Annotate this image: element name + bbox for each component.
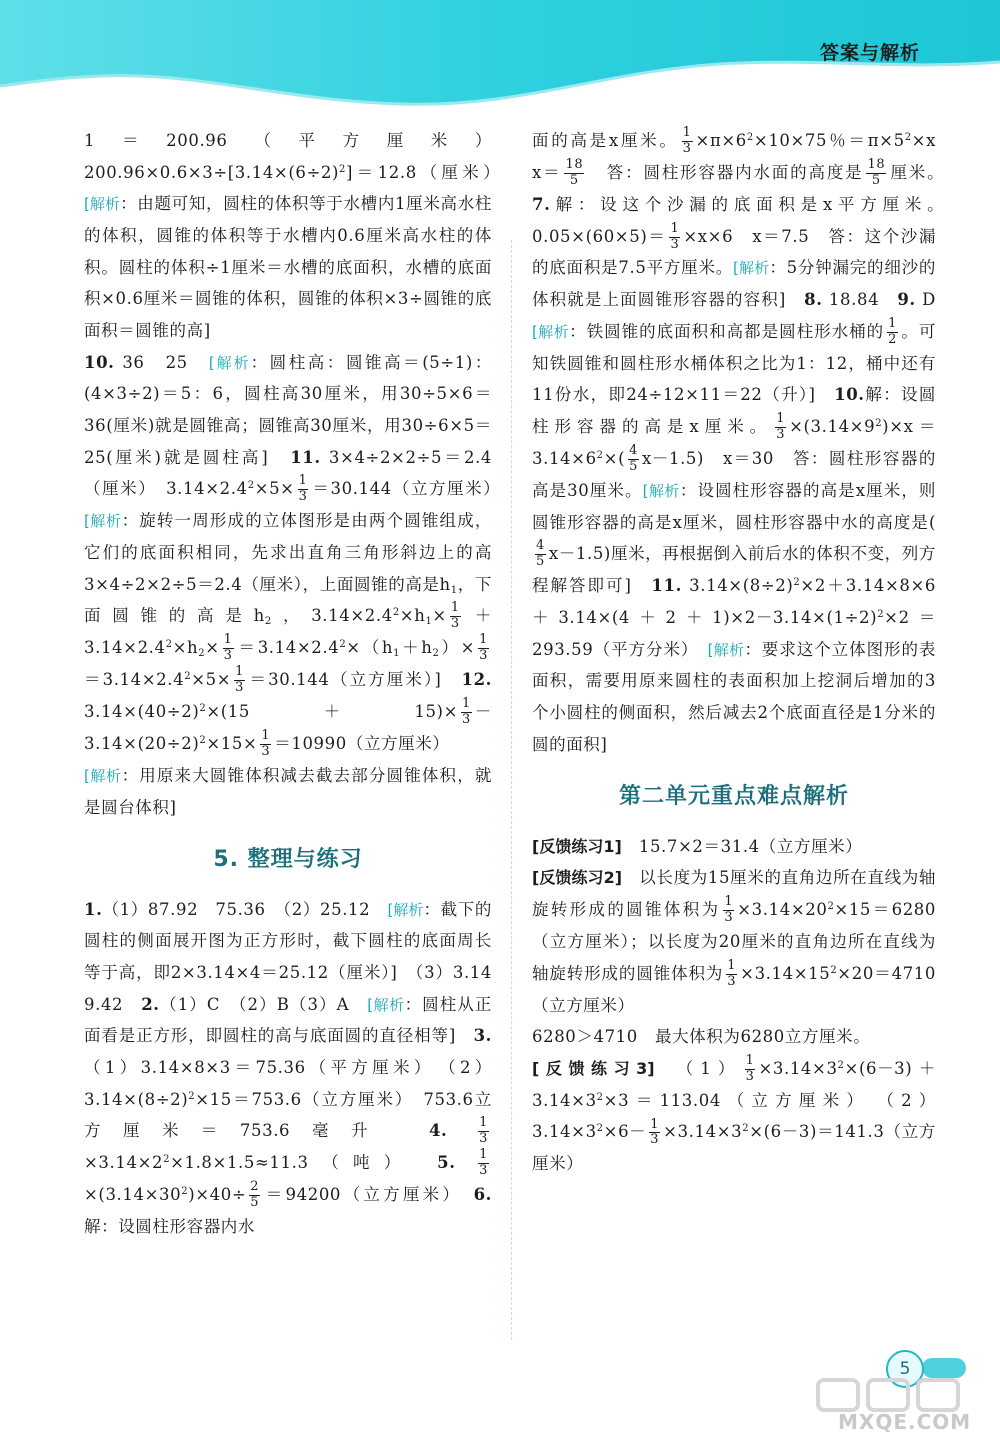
right-column	[532, 125, 954, 1180]
fraction: $\frac{4}{5}$	[536, 538, 545, 570]
answer-block-9-cont: 1＝200.96（平方厘米） $200.96\times 0.6\times 3\div[3.14\times(6\div 2)^2]=12.8$（厘米） [解析：由题可知，圆柱的体积等于水槽内1厘米高水柱的体积，圆锥的体积等于水槽内0.6厘米高水柱的体积。圆柱的体积÷1厘米＝水槽的底面积，水槽的底面积×0.6厘米＝圆锥的体积，圆锥的体积×3÷圆锥的底面积＝圆锥的高]	[84, 131, 493, 341]
question-number: 8.	[804, 290, 823, 310]
fraction: $\frac{1}{3}$	[776, 411, 786, 443]
fraction: $\frac{1}{3}$	[462, 696, 471, 728]
fraction: $\frac{4}{5}$	[629, 443, 638, 475]
watermark-text: MXQE.COM	[838, 1410, 972, 1434]
page-number: 5	[886, 1350, 924, 1388]
analysis-tag: [解析	[367, 995, 405, 1014]
analysis-tag: [解析	[642, 481, 680, 500]
fraction: $\frac{1}{3}$	[479, 1147, 488, 1179]
analysis-tag: [解析	[733, 259, 770, 278]
fraction: $\frac{1}{2}$	[888, 315, 897, 347]
question-number: 9.	[897, 290, 916, 310]
fraction: $\frac{1}{3}$	[450, 600, 460, 632]
fraction: $\frac{1}{3}$	[724, 894, 734, 925]
fraction: $\frac{1}{3}$	[261, 728, 271, 760]
feedback-exercise-2-conclusion: 6280＞4710 最大体积为6280立方厘米。	[532, 1027, 871, 1047]
feedback-tag: [反馈练习1]	[532, 836, 622, 856]
fraction: $\frac{18}{5}$	[565, 157, 584, 188]
analysis-tag: [解析	[387, 900, 424, 919]
answer-block-12-analysis: [解析：用原来大圆锥体积减去截去部分圆锥体积，就是圆台体积]	[84, 766, 492, 817]
question-number: 7.	[532, 194, 551, 214]
question-number: 1.	[84, 899, 103, 919]
section-heading-5: 5. 整理与练习	[213, 847, 363, 873]
question-number: 11.	[290, 447, 321, 467]
fraction: $\frac{1}{3}$	[682, 125, 692, 156]
fraction: $\frac{1}{3}$	[670, 220, 680, 252]
feedback-exercise-2: [反馈练习2] 以长度为15厘米的直角边所在直线为轴旋转形成的圆锥体积为 $\frac{1}{3}$ $\times 3.14\times 20^2\times 15=6280$（立方厘米）；以长度为20厘米的直角边所在直线为轴旋转形成的圆锥体积为 $\frac{1}{3}$ $\times 3.14\times 15^2\times 20=4710$（立方厘米）	[532, 868, 936, 1015]
analysis-tag: [解析	[84, 512, 122, 531]
section-heading-unit2: 第二单元重点难点解析	[618, 784, 849, 810]
question-number: 4.	[428, 1121, 448, 1141]
analysis-tag: [解析	[532, 322, 570, 341]
question-number: 2.	[141, 994, 160, 1014]
fraction: $\frac{1}{3}$	[479, 632, 488, 664]
question-number: 3.	[473, 1026, 492, 1046]
fraction: $\frac{1}{3}$	[650, 1116, 660, 1148]
section5-answers: 1.（1）87.92 75.36 （2）25.12 [解析：截下的圆柱的侧面展开图为正方形时，截下圆柱的底面周长等于高，即2×3.14×4＝25.12（厘米）] （3）3.14 9.42 2.（1）C （2）B（3）A [解析：圆柱从正面看是正方形，即圆柱的高与底面圆的直径相等] 3.（1）3.14×8×3＝75.36（平方厘米） $(2)3.14\times(8\div 2)^2\times 15=753.6$（立方厘米） 753.6立方厘米＝753.6毫升 4. $\frac{1}{3}$ $\times 3.14\times 2^2\times 1.8\times 1.5\approx 11.3$（吨） 5. $\frac{1}{3}$ $\times(3.14\times 30^2)\times 40\div$ $\frac{2}{5}$ ＝94200（立方厘米） 6.解：设圆柱形容器内水	[84, 899, 510, 1237]
feedback-exercise-3: [反馈练习3] （1） $\frac{1}{3}$ $\times 3.14\times 3^2\times(6-3)+3.14\times 3^2\times 3=113.04$（立方厘米） $(2)3.14\times 3^2\times 6-$ $\frac{1}{3}$ $\times 3.14\times 3^2\times(6-3)=141.3$（立方厘米）	[532, 1052, 936, 1174]
fraction: $\frac{1}{3}$	[235, 664, 245, 696]
answer-block-6-7: 面的高是x厘米。 $\frac{1}{3}$ $\times\pi\times 6^2\times 10\times 75$％$=\pi\times 5^2\times x$ x＝ $\frac{18}{5}$ 答：圆柱形容器内水面的高度是 $\frac{18}{5}$ 厘米。 7.解：设这个沙漏的底面积是x平方厘米。 0.05×(60×5)＝ $\frac{1}{3}$ ×x×6 x＝7.5 答：这个沙漏的底面积是7.5平方厘米。[解析：5分钟漏完的细沙的体积就是上面圆锥形容器的容积] 8. 18.84 9. D [解析：铁圆锥的底面积和高都是圆柱形水桶的 $\frac{1}{2}$ 。可知铁圆锥和圆柱形水桶体积之比为1：12，桶中还有11份水，即24÷12×11＝22（升）] 10.解：设圆柱形容器的高是x厘米。 $\frac{1}{3}$ $\times(3.14\times 9^2)\times x=3.14\times 6^2\times$( $\frac{4}{5}$ x－1.5) x＝30 答：圆柱形容器的高是30厘米。[解析：设圆柱形容器的高是x厘米，则圆锥形容器的高是x厘米，圆柱形容器中水的高度是( $\frac{4}{5}$ x－1.5)厘米，再根据倒入前后水的体积不变，列方程解答即可] 11. $3.14\times(8\div 2)^2\times 2+3.14\times 8\times 6+3.14\times(4+2+1)\times 2-3.14\times(1\div 2)^2\times 2=293.59$（平方分米） [解析：要求这个立体图形的表面积，需要用原来圆柱的表面积加上挖洞后增加的3个小圆柱的侧面积，然后减去2个底面直径是1分米的圆的面积]	[532, 125, 954, 754]
question-number: 6.	[473, 1185, 492, 1205]
fraction: $\frac{1}{3}$	[479, 1115, 488, 1147]
question-number: 10.	[84, 352, 115, 372]
analysis-tag: [解析	[707, 640, 745, 659]
feedback-tag: [反馈练习2]	[532, 868, 623, 888]
fraction: $\frac{1}{3}$	[745, 1052, 755, 1084]
answer-block-10-11: 10. 36 25 [解析：圆柱高：圆锥高＝(5÷1)：(4×3÷2)＝5：6，圆柱高30厘米，用30÷5×6＝36(厘米)就是圆锥高；圆锥高30厘米，用30÷6×5＝25(厘米)就是圆柱高] 11. 3×4÷2×2÷5＝2.4（厘米） $3.14\times 2.4^2\times 5\times$ $\frac{1}{3}$ ＝30.144（立方厘米） [解析：旋转一周形成的立体图形是由两个圆锥组成，它们的底面积相同，先求出直角三角形斜边上的高3×4÷2×2÷5＝2.4（厘米），上面圆锥的高是$h_1$，下面圆锥的高是$h_2$，$3.14\times 2.4^2\times h_1\times$ $\frac{1}{3}$ $+3.14\times 2.4^2\times h_2\times$ $\frac{1}{3}$ $=3.14\times 2.4^2\times(h_1+h_2)\times$ $\frac{1}{3}$ $=3.14\times 2.4^2\times 5\times$ $\frac{1}{3}$ ＝30.144（立方厘米）] 12. $3.14\times(40\div 2)^2\times(15+15)\times$ $\frac{1}{3}$ $-3.14\times(20\div 2)^2\times 15\times$ $\frac{1}{3}$ ＝10990（立方厘米）	[84, 352, 493, 760]
analysis-tag: [解析	[84, 195, 121, 214]
analysis-tag: [解析	[208, 353, 251, 372]
question-number: 10.	[834, 385, 865, 405]
fraction: $\frac{18}{5}$	[867, 157, 886, 188]
page-badge-tail	[922, 1358, 966, 1378]
left-column	[84, 125, 510, 1243]
question-number: 11.	[651, 576, 682, 596]
feedback-tag: [反馈练习3]	[532, 1058, 655, 1078]
question-number: 5.	[437, 1153, 456, 1173]
question-number: 12.	[461, 670, 492, 690]
header-title: 答案与解析	[819, 42, 920, 64]
fraction: $\frac{2}{5}$	[250, 1179, 260, 1211]
column-divider	[511, 240, 512, 1340]
fraction: $\frac{1}{3}$	[223, 632, 233, 664]
analysis-tag: [解析	[84, 767, 122, 786]
feedback-exercise-1: [反馈练习1] 15.7×2＝31.4（立方厘米）	[532, 836, 863, 856]
fraction: $\frac{1}{3}$	[727, 957, 737, 989]
fraction: $\frac{1}{3}$	[298, 473, 308, 505]
